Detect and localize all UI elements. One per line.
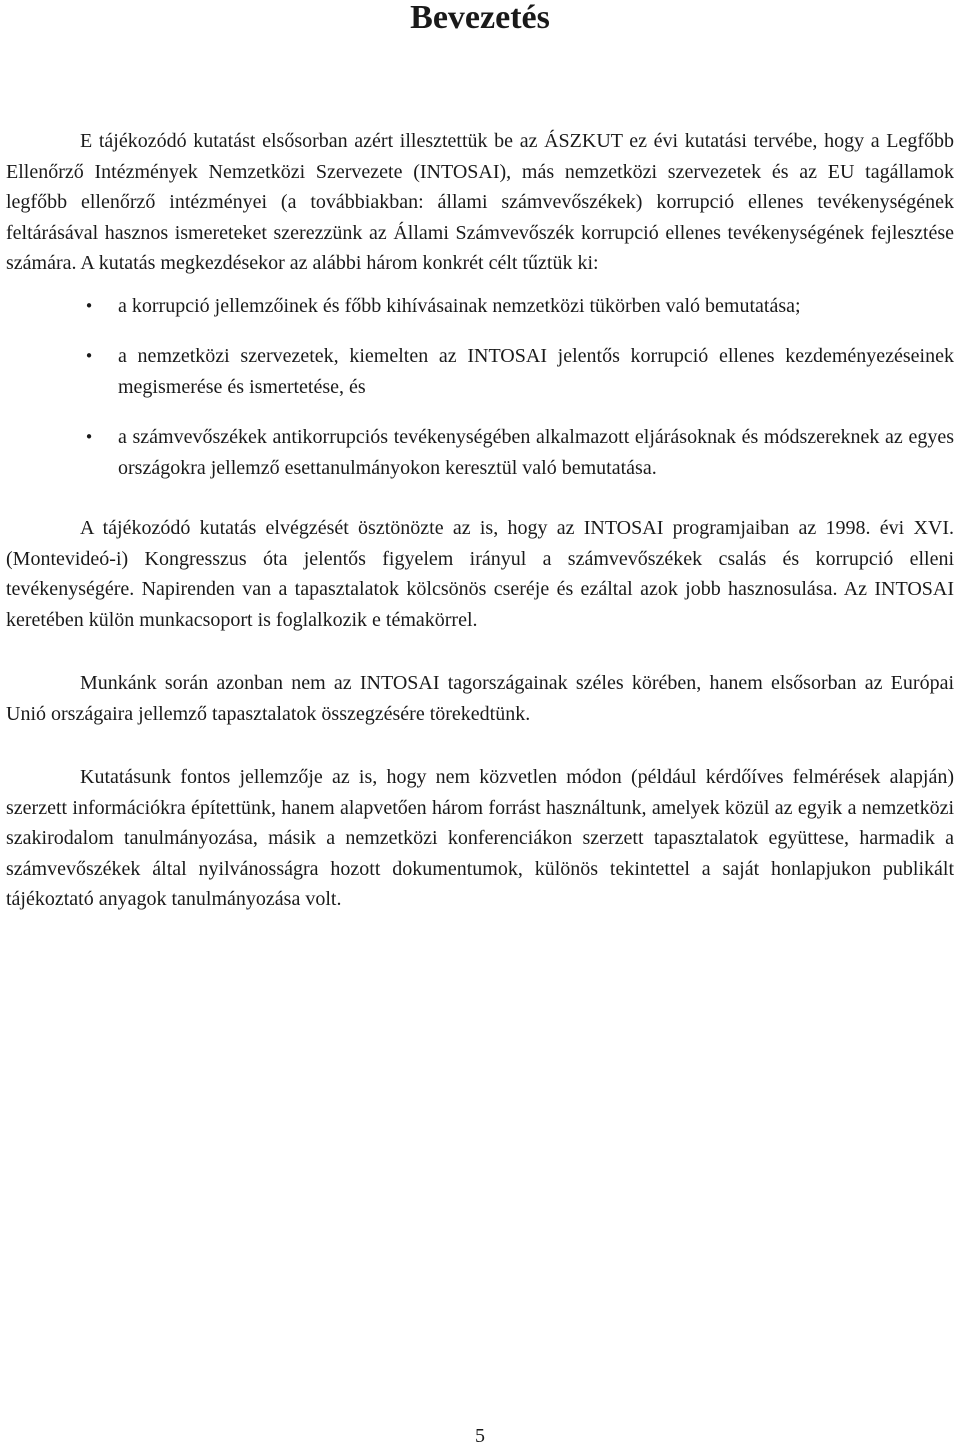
bullet-icon: • xyxy=(84,347,94,365)
paragraph-eu-focus: Munkánk során azonban nem az INTOSAI tagországainak széles körében, hanem elsősorban az Európai Unió országaira jellemző tapasztalatok összegzésére törekedtünk. xyxy=(6,672,954,725)
spacer xyxy=(6,635,954,668)
goals-list xyxy=(6,291,954,484)
bullet-icon: • xyxy=(84,296,94,315)
bullet-icon: • xyxy=(84,428,94,446)
spacer xyxy=(6,729,954,762)
goal-text: a korrupció jellemzőinek és főbb kihívásainak nemzetközi tükörben való bemutatása; xyxy=(118,294,801,317)
page-title: Bevezetés xyxy=(410,0,550,36)
page-number: 5 xyxy=(475,1425,485,1447)
document-body xyxy=(6,126,954,915)
paragraph-intosai-programs: A tájékozódó kutatás elvégzését ösztönözte az is, hogy az INTOSAI programjaiban az 1998. évi XVI. (Montevideó-i) Kongresszus óta jelentős figyelem irányul a számvevőszékek csalás és korrupció elleni tevékenységére. Napirenden van a tapasztalatok kölcsönös cseréje és ezáltal azok jobb hasznosulása. Az INTOSAI keretében külön munkacsoport is foglalkozik e témakörrel. xyxy=(6,517,954,631)
list-item xyxy=(6,341,954,402)
paragraph-sources: Kutatásunk fontos jellemzője az is, hogy nem közvetlen módon (például kérdőíves felmérések alapján) szerzett információkra építettünk, hanem alapvetően három forrást használtunk, amelyek közül az egyik a nemzetközi szakirodalom tanulmányozása, másik a nemzetközi konferenciákon szerzett tapasztalatok együttese, harmadik a számvevőszékek által nyilvánosságra hozott dokumentumok, különös tekintettel a saját honlapjukon publikált tájékoztató anyagok tanulmányozása volt. xyxy=(6,766,954,910)
list-item xyxy=(6,422,954,483)
goal-text: a nemzetközi szervezetek, kiemelten az INTOSAI jelentős korrupció ellenes kezdeményezéseinek megismerése és ismertetése, és xyxy=(118,345,954,398)
goal-text: a számvevőszékek antikorrupciós tevékenységében alkalmazott eljárásoknak és módszereknek az egyes országokra jellemző esettanulmányokon keresztül való bemutatása. xyxy=(118,426,954,479)
spacer xyxy=(6,503,954,513)
list-item xyxy=(6,291,954,322)
intro-paragraph: E tájékozódó kutatást elsősorban azért illesztettük be az ÁSZKUT ez évi kutatási tervébe, hogy a Legfőbb Ellenőrző Intézmények Nemzetközi Szervezete (INTOSAI), más nemzetközi szervezetek és az EU tagállamok legfőbb ellenőrző intézményei (a továbbiakban: állami számvevőszékek) korrupció ellenes tevékenységének feltárásával hasznos ismereteket szerezzünk az Állami Számvevőszék korrupció ellenes tevékenységének fejlesztése számára. A kutatás megkezdésekor az alábbi három konkrét célt tűztük ki: xyxy=(6,130,954,274)
